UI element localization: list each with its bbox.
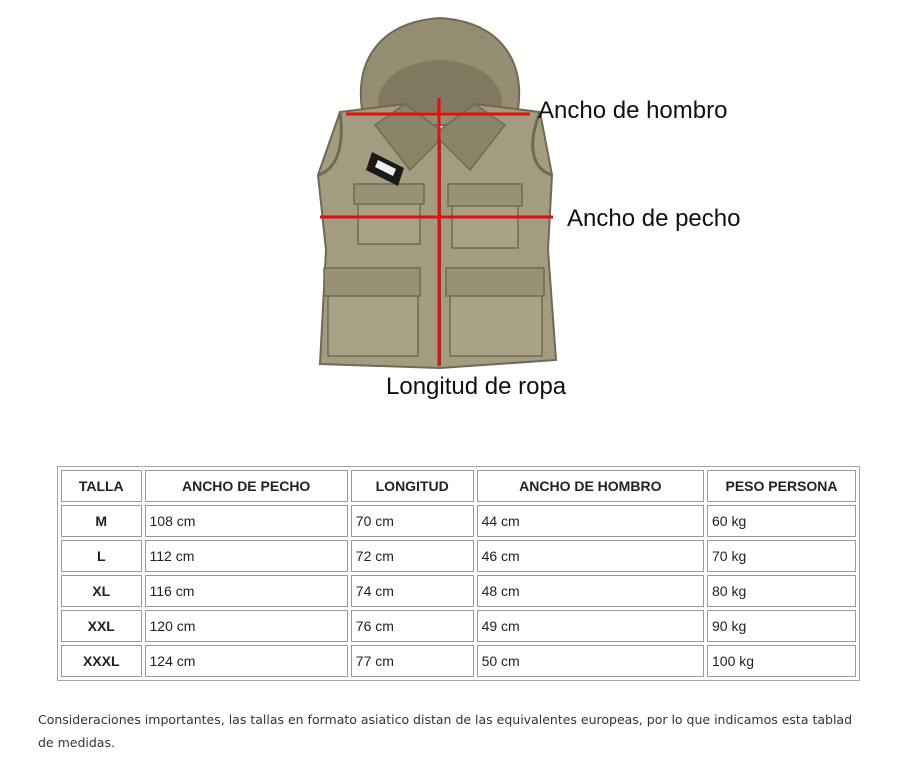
header-shoulder-width: ANCHO DE HOMBRO [477, 470, 704, 502]
shoulder-cell: 49 cm [477, 610, 704, 642]
table-row [61, 575, 856, 607]
length-cell: 74 cm [351, 575, 474, 607]
table-row [61, 645, 856, 677]
size-cell: XXXL [61, 645, 142, 677]
size-cell: M [61, 505, 142, 537]
shoulder-cell: 50 cm [477, 645, 704, 677]
chest-cell: 116 cm [145, 575, 348, 607]
size-chart [57, 466, 860, 681]
length-cell: 72 cm [351, 540, 474, 572]
header-person-weight: PESO PERSONA [707, 470, 856, 502]
table-header-row [61, 470, 856, 502]
shoulder-cell: 48 cm [477, 575, 704, 607]
table-row [61, 610, 856, 642]
weight-cell: 70 kg [707, 540, 856, 572]
table-row [61, 540, 856, 572]
size-cell: XXL [61, 610, 142, 642]
table-row [61, 505, 856, 537]
shoulder-cell: 46 cm [477, 540, 704, 572]
weight-cell: 100 kg [707, 645, 856, 677]
chest-cell: 124 cm [145, 645, 348, 677]
size-cell: L [61, 540, 142, 572]
length-cell: 77 cm [351, 645, 474, 677]
shoulder-cell: 44 cm [477, 505, 704, 537]
size-table [57, 466, 860, 681]
size-cell: XL [61, 575, 142, 607]
header-size: TALLA [61, 470, 142, 502]
shoulder-width-label: Ancho de hombro [538, 97, 728, 124]
weight-cell: 60 kg [707, 505, 856, 537]
chest-cell: 112 cm [145, 540, 348, 572]
header-length: LONGITUD [351, 470, 474, 502]
length-cell: 76 cm [351, 610, 474, 642]
header-chest-width: ANCHO DE PECHO [145, 470, 348, 502]
sizing-note: Consideraciones importantes, las tallas en formato asiatico distan de las equivalentes europeas, por lo que indicamos esta tablad de medidas. [38, 712, 853, 750]
weight-cell: 80 kg [707, 575, 856, 607]
chest-cell: 108 cm [145, 505, 348, 537]
chest-width-label: Ancho de pecho [567, 205, 741, 232]
length-cell: 70 cm [351, 505, 474, 537]
chest-cell: 120 cm [145, 610, 348, 642]
weight-cell: 90 kg [707, 610, 856, 642]
garment-length-label: Longitud de ropa [386, 373, 567, 400]
